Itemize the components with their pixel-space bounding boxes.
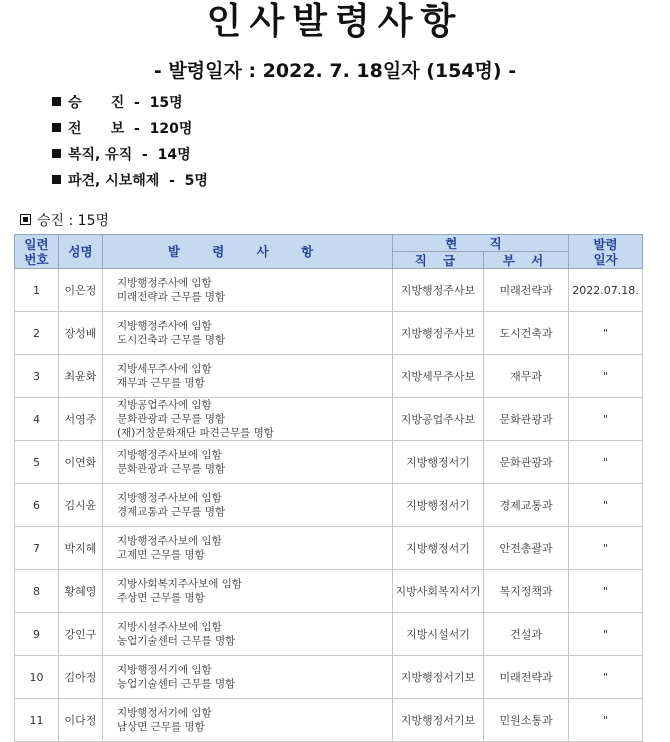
cell-order [103, 656, 393, 699]
cell-serial-number: 6 [15, 484, 59, 527]
cell-order-date: " [569, 398, 643, 441]
cell-serial-number: 7 [15, 527, 59, 570]
cell-name: 이다정 [59, 699, 103, 742]
order-line: 지방행정주사에 임함 [117, 277, 212, 289]
order-line: 지방행정주사에 임함 [117, 320, 212, 332]
page-subtitle: - 발령일자 : 2022. 7. 18일자 (154명) - [153, 60, 517, 82]
cell-name: 황혜영 [59, 570, 103, 613]
cell-grade: 지방행정서기보 [393, 656, 484, 699]
cell-department: 경제교통과 [484, 484, 569, 527]
cell-name: 박지혜 [59, 527, 103, 570]
cell-department: 미래전략과 [484, 656, 569, 699]
cell-serial-number: 10 [15, 656, 59, 699]
order-line: 문화관광과 근무를 명함 [117, 413, 226, 425]
summary-item-dispatch [52, 168, 208, 194]
order-line: 농업기술센터 근무를 명함 [117, 678, 236, 690]
cell-name: 장성배 [59, 312, 103, 355]
table-row [15, 613, 643, 656]
cell-department: 민원소통과 [484, 699, 569, 742]
header-serial-number: 일련 번호 [15, 235, 59, 269]
order-line: 지방세무주사에 임함 [117, 363, 212, 375]
section-title-text: 승진 : 15명 [37, 213, 110, 229]
table-row [15, 656, 643, 699]
cell-order [103, 613, 393, 656]
cell-serial-number: 2 [15, 312, 59, 355]
cell-order [103, 312, 393, 355]
table-row [15, 699, 643, 742]
header-current-position: 현 직 [393, 235, 569, 252]
square-bullet-icon [52, 123, 61, 132]
cell-grade: 지방행정서기 [393, 527, 484, 570]
order-line: 남상면 근무를 명함 [117, 721, 205, 733]
cell-grade: 지방행정서기 [393, 484, 484, 527]
square-bullet-icon [52, 149, 61, 158]
cell-grade: 지방세무주사보 [393, 355, 484, 398]
order-line: 지방행정서기에 임함 [117, 707, 212, 719]
cell-department: 안전총괄과 [484, 527, 569, 570]
order-line: 지방시설주사보에 임함 [117, 621, 222, 633]
summary-text: 복직, 유직 - 14명 [68, 147, 191, 163]
cell-department: 미래전략과 [484, 269, 569, 312]
header-department: 부 서 [484, 252, 569, 269]
cell-order-date: " [569, 484, 643, 527]
summary-text: 전 보 - 120명 [68, 121, 193, 137]
boxed-square-icon [20, 214, 31, 225]
cell-grade: 지방행정주사보 [393, 269, 484, 312]
cell-order [103, 355, 393, 398]
cell-order [103, 527, 393, 570]
order-line: 미래전략과 근무를 명함 [117, 291, 226, 303]
cell-grade: 지방행정주사보 [393, 312, 484, 355]
cell-serial-number: 1 [15, 269, 59, 312]
table-row [15, 441, 643, 484]
cell-order [103, 570, 393, 613]
cell-order-date: " [569, 441, 643, 484]
cell-department: 문화관광과 [484, 441, 569, 484]
header-name: 성명 [59, 235, 103, 269]
cell-order-date: " [569, 312, 643, 355]
cell-serial-number: 9 [15, 613, 59, 656]
cell-order [103, 269, 393, 312]
order-line: (재)거창문화재단 파견근무를 명함 [117, 427, 274, 439]
cell-order-date: 2022.07.18. [569, 269, 643, 312]
table-row [15, 484, 643, 527]
header-order: 발 령 사 항 [103, 235, 393, 269]
cell-order [103, 699, 393, 742]
cell-grade: 지방시설서기 [393, 613, 484, 656]
order-line: 농업기술센터 근무를 명함 [117, 635, 236, 647]
cell-order-date: " [569, 527, 643, 570]
cell-name: 이연화 [59, 441, 103, 484]
cell-serial-number: 4 [15, 398, 59, 441]
summary-text: 승 진 - 15명 [68, 95, 183, 111]
cell-order [103, 484, 393, 527]
summary-text: 파견, 시보해제 - 5명 [68, 173, 208, 189]
cell-order-date: " [569, 613, 643, 656]
cell-order [103, 398, 393, 441]
cell-department: 복지정책과 [484, 570, 569, 613]
cell-order-date: " [569, 699, 643, 742]
order-line: 지방행정서기에 임함 [117, 664, 212, 676]
order-line: 재무과 근무를 명함 [117, 377, 205, 389]
cell-name: 김아정 [59, 656, 103, 699]
cell-order-date: " [569, 656, 643, 699]
order-line: 도시건축과 근무를 명함 [117, 334, 226, 346]
cell-department: 문화관광과 [484, 398, 569, 441]
cell-name: 최윤화 [59, 355, 103, 398]
promotion-table [14, 234, 643, 742]
order-line: 경제교통과 근무를 명함 [117, 506, 226, 518]
square-bullet-icon [52, 175, 61, 184]
cell-serial-number: 3 [15, 355, 59, 398]
cell-department: 건설과 [484, 613, 569, 656]
cell-serial-number: 11 [15, 699, 59, 742]
order-line: 고제면 근무를 명함 [117, 549, 205, 561]
cell-grade: 지방행정서기보 [393, 699, 484, 742]
order-line: 지방행정주사보에 임함 [117, 449, 222, 461]
table-row [15, 269, 643, 312]
table-row [15, 312, 643, 355]
cell-order [103, 441, 393, 484]
square-bullet-icon [52, 97, 61, 106]
cell-order-date: " [569, 570, 643, 613]
cell-grade: 지방사회복지서기 [393, 570, 484, 613]
order-line: 지방사회복지주사보에 임함 [117, 578, 243, 590]
cell-name: 김시윤 [59, 484, 103, 527]
order-line: 주상면 근무를 명함 [117, 592, 205, 604]
table-row [15, 355, 643, 398]
summary-item-transfer [52, 116, 208, 142]
cell-serial-number: 5 [15, 441, 59, 484]
order-line: 문화관광과 근무를 명함 [117, 463, 226, 475]
cell-order-date: " [569, 355, 643, 398]
cell-name: 서영주 [59, 398, 103, 441]
order-line: 지방공업주사에 임함 [117, 399, 212, 411]
page-title: 인사발령사항 [206, 1, 464, 42]
header-grade: 직 급 [393, 252, 484, 269]
cell-department: 재무과 [484, 355, 569, 398]
table-row [15, 398, 643, 441]
section-title [20, 210, 109, 232]
table-body [15, 269, 643, 742]
header-order-date: 발령 일자 [569, 235, 643, 269]
cell-grade: 지방공업주사보 [393, 398, 484, 441]
summary-item-reinstatement [52, 142, 208, 168]
table-row [15, 570, 643, 613]
cell-serial-number: 8 [15, 570, 59, 613]
table-row [15, 527, 643, 570]
order-line: 지방행정주사보에 임함 [117, 535, 222, 547]
cell-name: 강인구 [59, 613, 103, 656]
order-line: 지방행정주사보에 임함 [117, 492, 222, 504]
cell-department: 도시건축과 [484, 312, 569, 355]
summary-list [52, 90, 208, 194]
cell-name: 이은정 [59, 269, 103, 312]
cell-grade: 지방행정서기 [393, 441, 484, 484]
summary-item-promotion [52, 90, 208, 116]
